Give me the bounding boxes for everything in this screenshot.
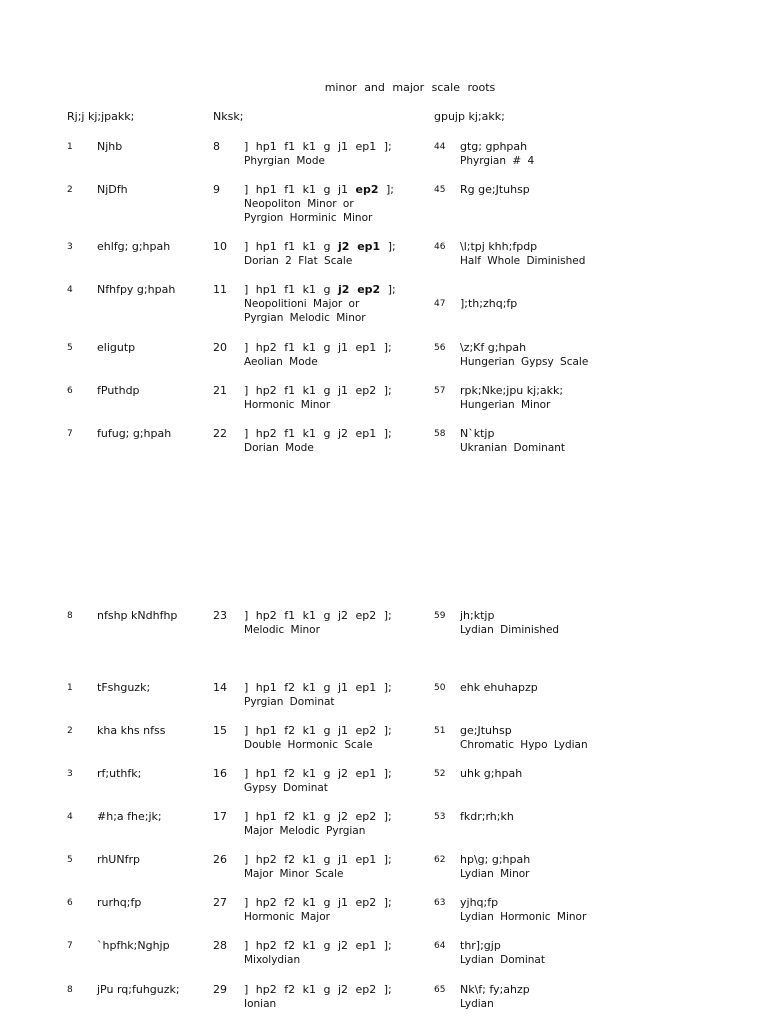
scale-name: `hpfhk;Nghjp — [97, 939, 170, 952]
table-row — [0, 183, 768, 223]
scale-name-right-cell — [460, 853, 530, 881]
scale-formula — [244, 767, 392, 780]
table-row — [0, 240, 768, 280]
scale-description-right: Lydian Minor — [460, 868, 530, 880]
scale-number-right: 53 — [434, 812, 446, 822]
scale-formula-text: ] hp1 f1 k1 g — [244, 240, 338, 253]
scale-number-right: 58 — [434, 429, 446, 439]
scale-number: 27 — [213, 896, 227, 909]
scale-description-line2: Pyrgian Melodic Minor — [244, 312, 366, 324]
scale-number: 8 — [213, 140, 220, 153]
scale-name-right: uhk g;hpah — [460, 767, 523, 780]
scale-number-right: 63 — [434, 898, 446, 908]
scale-formula-cell — [244, 427, 392, 455]
scale-description: Hormonic Minor — [244, 399, 331, 411]
scale-formula-bold: ep2 — [355, 183, 379, 196]
scale-name-right: jh;ktjp — [460, 609, 495, 622]
scale-formula-cell — [244, 283, 396, 325]
table-row — [0, 939, 768, 979]
table-row — [0, 724, 768, 764]
scale-name-right-cell — [460, 896, 586, 924]
scale-formula-cell — [244, 240, 396, 268]
row-index: 3 — [67, 769, 73, 779]
scale-name: tFshguzk; — [97, 681, 151, 694]
page-title: minor and major scale roots — [324, 81, 496, 94]
scale-name: jPu rq;fuhguzk; — [97, 983, 180, 996]
scale-formula-cell — [244, 341, 392, 369]
row-index: 1 — [67, 683, 73, 693]
scale-description-right: Lydian Dominat — [460, 954, 545, 966]
scale-description: Major Melodic Pyrgian — [244, 825, 366, 837]
scale-name-right: \l;tpj khh;fpdp — [460, 240, 538, 253]
scale-number: 21 — [213, 384, 227, 397]
scale-description: Phyrgian Mode — [244, 155, 325, 167]
scale-name-right-cell — [460, 609, 559, 637]
scale-name-right-cell — [460, 140, 534, 168]
scale-name-right: rpk;Nke;jpu kj;akk; — [460, 384, 564, 397]
scale-description-right: Ukranian Dominant — [460, 442, 566, 454]
scale-formula-end: ]; — [378, 183, 395, 196]
row-index: 7 — [67, 941, 73, 951]
scale-formula-cell — [244, 681, 392, 709]
scale-formula — [244, 140, 392, 153]
scale-name-right-cell — [460, 983, 530, 1011]
scale-description-line2: Pyrgion Horminic Minor — [244, 212, 373, 224]
table-row — [0, 384, 768, 424]
scale-formula — [244, 240, 396, 253]
row-index: 1 — [67, 142, 73, 152]
scale-formula-end: ]; — [380, 240, 396, 253]
scale-name: fufug; g;hpah — [97, 427, 172, 440]
header-col2: Nksk; — [213, 110, 244, 123]
scale-formula — [244, 283, 396, 296]
scale-number: 23 — [213, 609, 227, 622]
row-index: 5 — [67, 855, 73, 865]
scale-name-right: gtg; gphpah — [460, 140, 528, 153]
scale-formula — [244, 810, 392, 823]
scale-name: kha khs nfss — [97, 724, 166, 737]
scale-name-right-cell — [460, 810, 514, 823]
row-index: 5 — [67, 343, 73, 353]
scale-number: 29 — [213, 983, 227, 996]
scale-description: Dorian Mode — [244, 442, 314, 454]
scale-formula-text: ] hp2 f2 k1 g j1 ep2 ]; — [244, 896, 392, 909]
scale-number-right: 44 — [434, 142, 446, 152]
scale-name: #h;a fhe;jk; — [97, 810, 162, 823]
scale-number-right: 45 — [434, 185, 446, 195]
row-index: 6 — [67, 386, 73, 396]
scale-name-right: yjhq;fp — [460, 896, 499, 909]
scale-formula-text: ] hp1 f2 k1 g j1 ep1 ]; — [244, 681, 392, 694]
scale-name: Nfhfpy g;hpah — [97, 283, 176, 296]
scale-name-right: ehk ehuhapzp — [460, 681, 538, 694]
scale-name: fPuthdp — [97, 384, 140, 397]
scale-name-right: Nk\f; fy;ahzp — [460, 983, 530, 996]
scale-number-right: 65 — [434, 985, 446, 995]
scale-number: 28 — [213, 939, 227, 952]
scale-number: 9 — [213, 183, 220, 196]
scale-formula-cell — [244, 724, 392, 752]
scale-name-right-cell — [460, 767, 522, 780]
scale-formula-cell — [244, 896, 392, 924]
table-row — [0, 767, 768, 807]
scale-name: rf;uthfk; — [97, 767, 142, 780]
scale-number: 14 — [213, 681, 227, 694]
scale-formula-cell — [244, 384, 392, 412]
scale-name-right: fkdr;rh;kh — [460, 810, 514, 823]
scale-formula — [244, 427, 392, 440]
scale-description: Major Minor Scale — [244, 868, 344, 880]
scale-description: Ionian — [244, 998, 277, 1010]
scale-number-right: 50 — [434, 683, 446, 693]
scale-number-right: 47 — [434, 299, 446, 309]
table-row — [0, 427, 768, 467]
scale-name-right-cell — [460, 724, 588, 752]
row-index: 7 — [67, 429, 73, 439]
scale-formula — [244, 609, 392, 622]
scale-number: 22 — [213, 427, 227, 440]
scale-name-right: Rg ge;Jtuhsp — [460, 183, 530, 196]
scale-name-right: thr];gjp — [460, 939, 501, 952]
scale-number: 10 — [213, 240, 227, 253]
scale-formula-text: ] hp2 f1 k1 g j1 ep1 ]; — [244, 341, 392, 354]
scale-description-right: Hungerian Gypsy Scale — [460, 356, 589, 368]
scale-name-right: ge;Jtuhsp — [460, 724, 512, 737]
scale-description: Neopolitioni Major or — [244, 298, 360, 310]
scale-name-right-cell — [460, 681, 538, 694]
row-index: 2 — [67, 726, 73, 736]
scale-name-right-cell — [460, 183, 530, 196]
row-index: 8 — [67, 611, 73, 621]
scale-formula-text: ] hp2 f1 k1 g j2 ep2 ]; — [244, 609, 392, 622]
table-row — [0, 896, 768, 936]
scale-name: ehlfg; g;hpah — [97, 240, 171, 253]
scale-formula — [244, 681, 392, 694]
scale-formula — [244, 724, 392, 737]
table-row — [0, 983, 768, 1023]
table-row — [0, 853, 768, 893]
table-row — [0, 609, 768, 649]
table-row — [0, 681, 768, 721]
scale-formula-cell — [244, 183, 394, 225]
scale-name-right: \z;Kf g;hpah — [460, 341, 527, 354]
header-col3: gpujp kj;akk; — [434, 110, 505, 123]
table-row — [0, 341, 768, 381]
scale-formula-cell — [244, 939, 392, 967]
scale-formula — [244, 983, 392, 996]
scale-formula-bold: j2 ep1 — [337, 240, 381, 253]
scale-formula-cell — [244, 140, 392, 168]
scale-formula — [244, 939, 392, 952]
scale-description-right: Half Whole Diminished — [460, 255, 586, 267]
scale-description-right: Lydian Hormonic Minor — [460, 911, 587, 923]
scale-number: 26 — [213, 853, 227, 866]
scale-formula-cell — [244, 810, 392, 838]
scale-name: NjDfh — [97, 183, 128, 196]
scale-description: Mixolydian — [244, 954, 301, 966]
scale-description: Double Hormonic Scale — [244, 739, 373, 751]
scale-name-right-cell — [460, 341, 588, 369]
scale-formula — [244, 384, 392, 397]
scale-description: Aeolian Mode — [244, 356, 318, 368]
scale-name-right: ];th;zhq;fp — [460, 297, 518, 310]
scale-number: 11 — [213, 283, 227, 296]
scale-description: Hormonic Major — [244, 911, 330, 923]
scale-formula-cell — [244, 983, 392, 1011]
scale-description: Pyrgian Dominat — [244, 696, 335, 708]
scale-number-right: 59 — [434, 611, 446, 621]
scale-number: 16 — [213, 767, 227, 780]
scale-number-right: 52 — [434, 769, 446, 779]
scale-formula-text: ] hp1 f1 k1 g — [244, 283, 338, 296]
scale-formula-text: ] hp1 f2 k1 g j2 ep1 ]; — [244, 767, 392, 780]
scale-description: Dorian 2 Flat Scale — [244, 255, 353, 267]
scale-name-right-cell — [460, 427, 565, 455]
scale-formula — [244, 183, 394, 196]
scale-formula-text: ] hp2 f2 k1 g j1 ep1 ]; — [244, 853, 392, 866]
scale-name-right-cell — [460, 240, 585, 268]
scale-formula — [244, 896, 392, 909]
scale-formula-text: ] hp1 f2 k1 g j2 ep2 ]; — [244, 810, 392, 823]
row-index: 8 — [67, 985, 73, 995]
scale-name: Njhb — [97, 140, 123, 153]
scale-name-right-cell — [460, 939, 545, 967]
scale-number-right: 56 — [434, 343, 446, 353]
scale-description: Neopoliton Minor or — [244, 198, 354, 210]
table-row — [0, 810, 768, 850]
scale-number-right: 62 — [434, 855, 446, 865]
scale-name-right-cell — [460, 297, 517, 310]
scale-number-right: 57 — [434, 386, 446, 396]
scale-description-right: Phyrgian # 4 — [460, 155, 535, 167]
header-col1: Rj;j kj;jpakk; — [67, 110, 135, 123]
scale-number-right: 64 — [434, 941, 446, 951]
row-index: 4 — [67, 812, 73, 822]
scale-formula-cell — [244, 767, 392, 795]
row-index: 2 — [67, 185, 73, 195]
scale-number: 20 — [213, 341, 227, 354]
scale-formula-text: ] hp1 f1 k1 g j1 ep1 ]; — [244, 140, 392, 153]
scale-number-right: 51 — [434, 726, 446, 736]
table-row — [0, 283, 768, 323]
row-index: 6 — [67, 898, 73, 908]
scale-description-right: Chromatic Hypo Lydian — [460, 739, 588, 751]
scale-description-right: Lydian — [460, 998, 494, 1010]
scale-number-right: 46 — [434, 242, 446, 252]
scale-formula — [244, 853, 392, 866]
scale-formula-text: ] hp2 f2 k1 g j2 ep2 ]; — [244, 983, 392, 996]
scale-number: 15 — [213, 724, 227, 737]
scale-description-right: Lydian Diminished — [460, 624, 560, 636]
scale-formula-text: ] hp1 f2 k1 g j1 ep2 ]; — [244, 724, 392, 737]
scale-description: Gypsy Dominat — [244, 782, 328, 794]
scale-name: nfshp kNdhfhp — [97, 609, 178, 622]
scale-formula — [244, 341, 392, 354]
scale-formula-cell — [244, 853, 392, 881]
scale-name-right: N`ktjp — [460, 427, 495, 440]
scale-name-right: hp\g; g;hpah — [460, 853, 531, 866]
scale-name: rhUNfrp — [97, 853, 140, 866]
scale-formula-text: ] hp1 f1 k1 g j1 — [244, 183, 356, 196]
scale-name: eligutp — [97, 341, 136, 354]
row-index: 4 — [67, 285, 73, 295]
table-row — [0, 140, 768, 180]
scale-description: Melodic Minor — [244, 624, 320, 636]
scale-description-right: Hungerian Minor — [460, 399, 551, 411]
scale-formula-end: ]; — [380, 283, 396, 296]
scale-formula-bold: j2 ep2 — [337, 283, 381, 296]
scale-name: rurhq;fp — [97, 896, 142, 909]
scale-formula-text: ] hp2 f2 k1 g j2 ep1 ]; — [244, 939, 392, 952]
scale-formula-text: ] hp2 f1 k1 g j2 ep1 ]; — [244, 427, 392, 440]
scale-formula-text: ] hp2 f1 k1 g j1 ep2 ]; — [244, 384, 392, 397]
scale-name-right-cell — [460, 384, 563, 412]
scale-number: 17 — [213, 810, 227, 823]
scale-formula-cell — [244, 609, 392, 637]
row-index: 3 — [67, 242, 73, 252]
